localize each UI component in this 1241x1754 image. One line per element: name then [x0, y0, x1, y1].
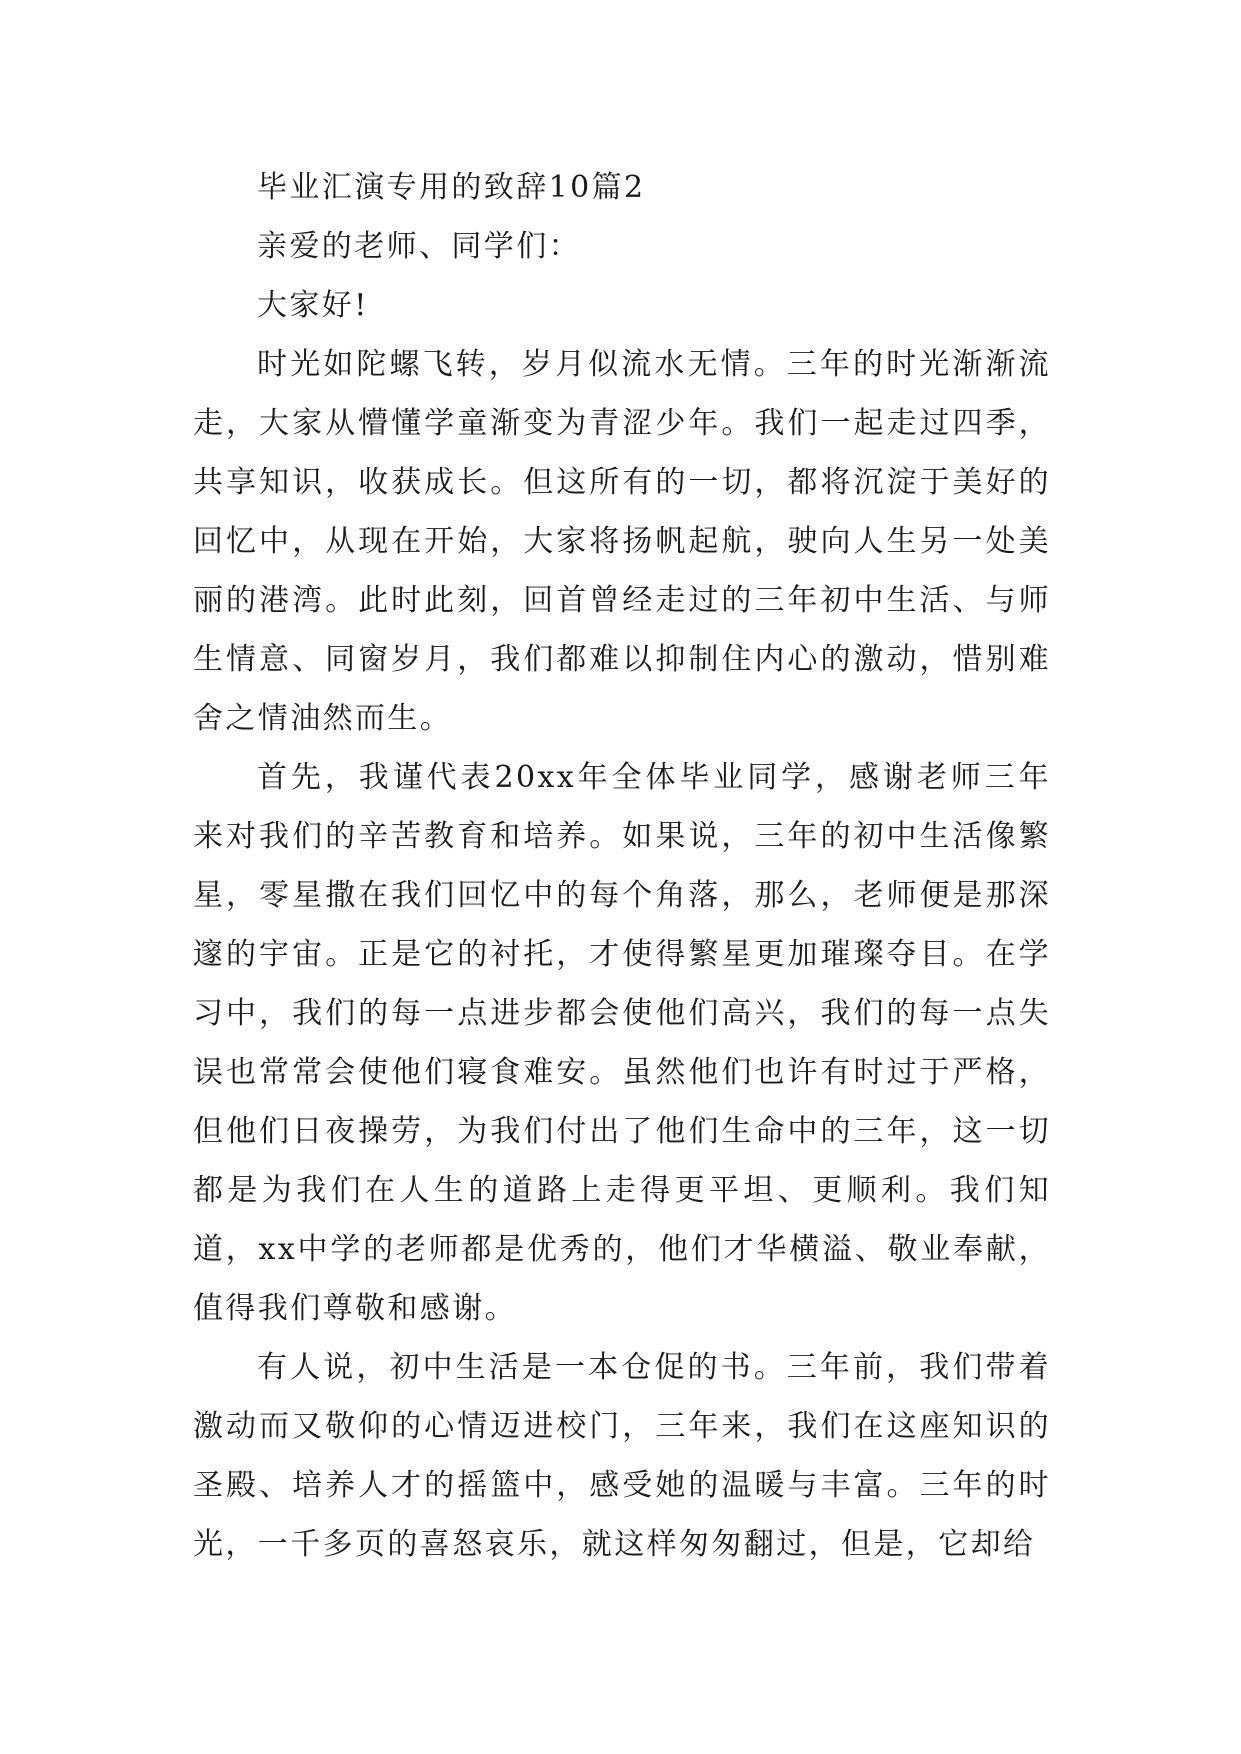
- document-title: 毕业汇演专用的致辞10篇2: [257, 170, 646, 205]
- salutation: 亲爱的老师、同学们：: [257, 229, 581, 264]
- paragraph-3: 有人说，初中生活是一本仓促的书。三年前，我们带着激动而又敬仰的心情迈进校门，三年来，我们在这座知识的圣殿、培养人才的摇篮中，感受她的温暖与丰富。三年的时光，一千多页的喜怒哀乐，就这样匆匆翻过，但是，它却给: [193, 1350, 1051, 1562]
- greeting: 大家好!: [257, 288, 369, 323]
- paragraph-2: 首先，我谨代表20xx年全体毕业同学，感谢老师三年来对我们的辛苦教育和培养。如果说，三年的初中生活像繁星，零星撒在我们回忆中的每个角落，那么，老师便是那深邃的宇宙。正是它的衬托，才使得繁星更加璀璨夺目。在学习中，我们的每一点进步都会使他们高兴，我们的每一点失误也常常会使他们寝食难安。虽然他们也许有时过于严格，但他们日夜操劳，为我们付出了他们生命中的三年，这一切都是为我们在人生的道路上走得更平坦、更顺利。我们知道，xx中学的老师都是优秀的，他们才华横溢、敬业奉献，值得我们尊敬和感谢。: [193, 760, 1051, 1326]
- paragraph-1: 时光如陀螺飞转，岁月似流水无情。三年的时光渐渐流走，大家从懵懂学童渐变为青涩少年。我们一起走过四季，共享知识，收获成长。但这所有的一切，都将沉淀于美好的回忆中，从现在开始，大家将扬帆起航，驶向人生另一处美丽的港湾。此时此刻，回首曾经走过的三年初中生活、与师生情意、同窗岁月，我们都难以抑制住内心的激动，惜别难舍之情油然而生。: [193, 347, 1051, 736]
- document-body: [193, 158, 1051, 1574]
